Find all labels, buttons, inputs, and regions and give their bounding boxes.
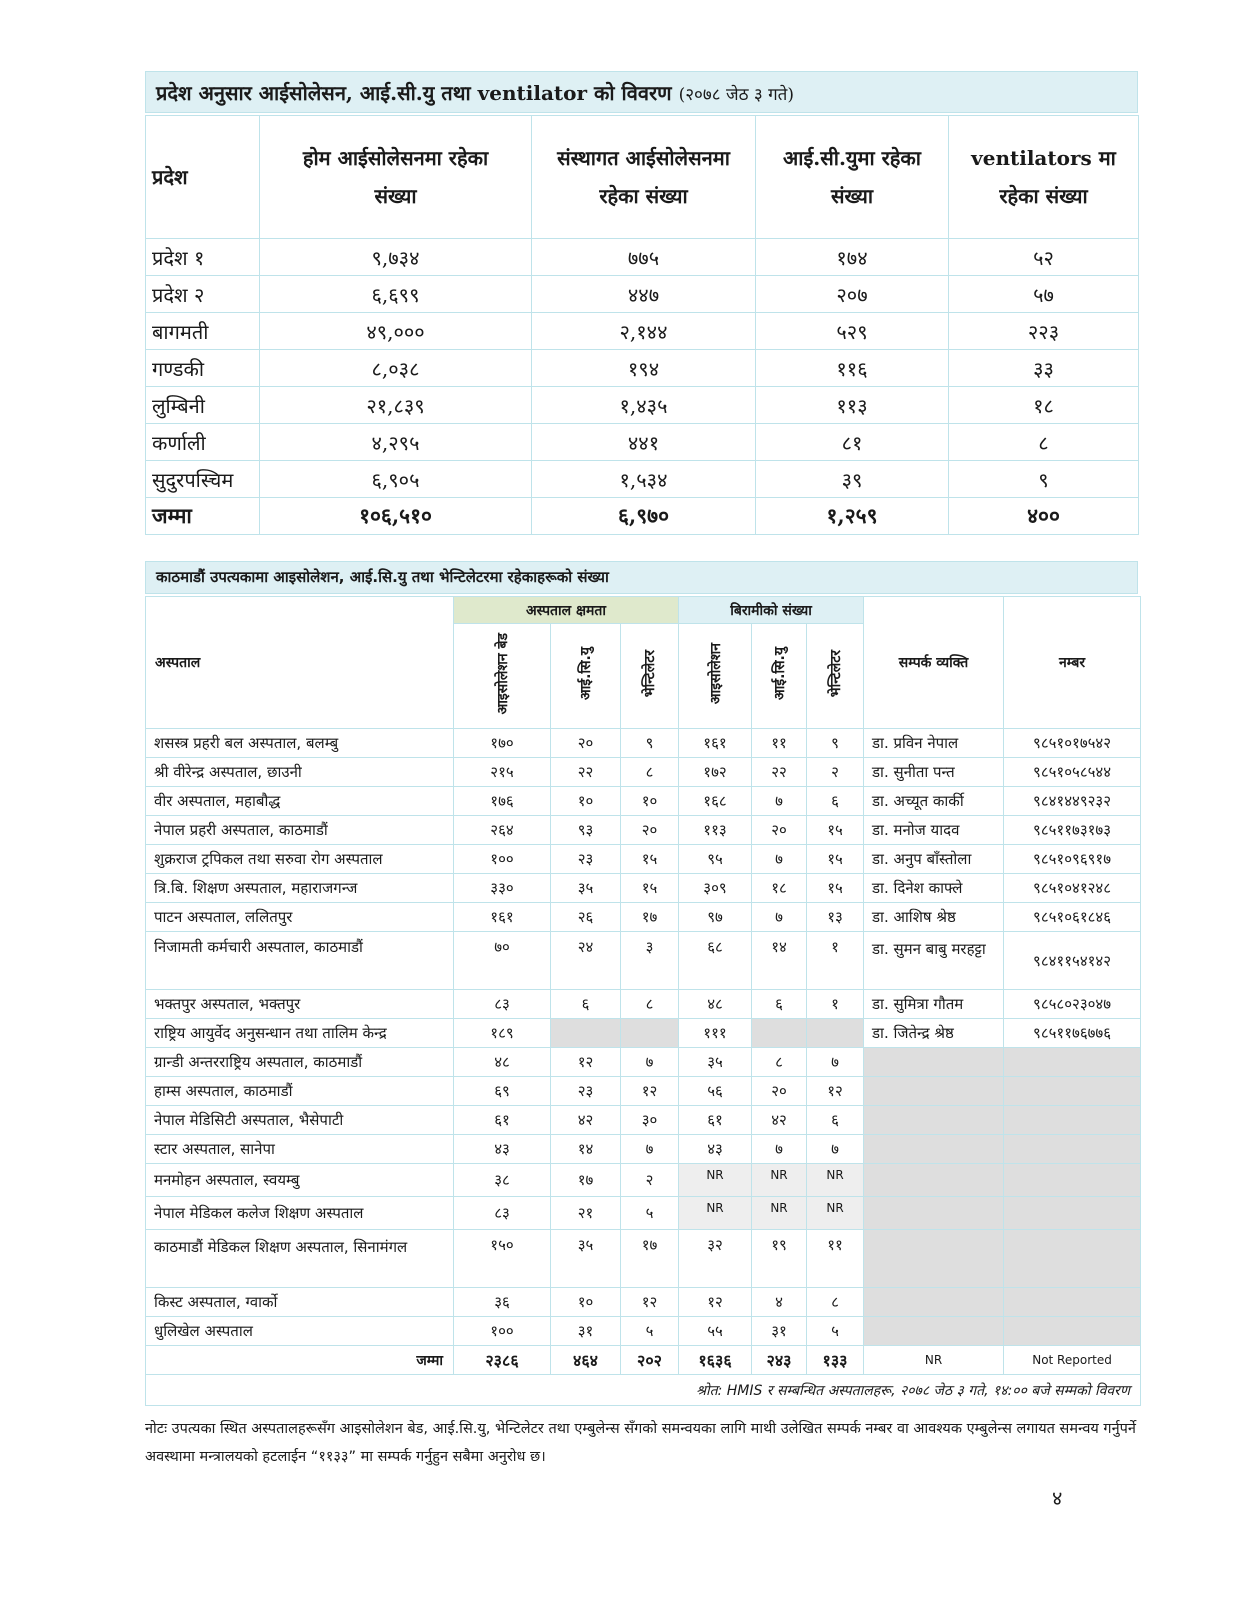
total-row bbox=[146, 498, 1139, 535]
cell: १७ bbox=[551, 1164, 621, 1197]
cell: ६१ bbox=[679, 1106, 752, 1135]
cell: ६१ bbox=[454, 1106, 551, 1135]
header-row-1 bbox=[146, 597, 1141, 624]
cell: नेपाल मेडिसिटी अस्पताल, भैसेपाटी bbox=[146, 1106, 454, 1135]
cell: ८ bbox=[949, 424, 1139, 461]
table-row bbox=[146, 424, 1139, 461]
table-row bbox=[146, 387, 1139, 424]
cell: २० bbox=[551, 729, 621, 758]
cell: १२ bbox=[621, 1077, 679, 1106]
cell: ८३ bbox=[454, 1197, 551, 1230]
cell: ९ bbox=[621, 729, 679, 758]
cell: २३ bbox=[551, 1077, 621, 1106]
cell bbox=[864, 1197, 1004, 1230]
table-row bbox=[146, 816, 1141, 845]
cell: ४८ bbox=[679, 990, 752, 1019]
cell: ६ bbox=[551, 990, 621, 1019]
cell: Not Reported bbox=[1004, 1346, 1141, 1375]
col-header-number: नम्बर bbox=[1004, 597, 1141, 729]
cell: ७० bbox=[454, 932, 551, 990]
cell: ३५ bbox=[551, 1230, 621, 1288]
cell: ९८५१०४१२४८ bbox=[1004, 874, 1141, 903]
col-header-province: प्रदेश bbox=[146, 116, 260, 239]
col-header-patients: बिरामीको संख्या bbox=[679, 597, 864, 624]
cell: २० bbox=[752, 816, 807, 845]
cell: ८ bbox=[807, 1288, 864, 1317]
cell: डा. दिनेश काफ्ले bbox=[864, 874, 1004, 903]
col-header-contact: सम्पर्क व्यक्ति bbox=[864, 597, 1004, 729]
col-header-home-isolation: होम आईसोलेसनमा रहेका संख्या bbox=[260, 116, 532, 239]
cell: डा. सुमित्रा गौतम bbox=[864, 990, 1004, 1019]
cell: १५ bbox=[621, 874, 679, 903]
cell: ७ bbox=[807, 1048, 864, 1077]
cell: १५ bbox=[621, 845, 679, 874]
cell: ४६४ bbox=[551, 1346, 621, 1375]
cell: हाम्स अस्पताल, काठमाडौं bbox=[146, 1077, 454, 1106]
cell: डा. प्रविन नेपाल bbox=[864, 729, 1004, 758]
cell: ४४७ bbox=[532, 276, 756, 313]
cell: डा. सुनीता पन्त bbox=[864, 758, 1004, 787]
cell: बागमती bbox=[146, 313, 260, 350]
cell: ८ bbox=[621, 990, 679, 1019]
cell: ४९,००० bbox=[260, 313, 532, 350]
cell: १८ bbox=[752, 874, 807, 903]
table-row bbox=[146, 874, 1141, 903]
cell: १३३ bbox=[807, 1346, 864, 1375]
cell: २४३ bbox=[752, 1346, 807, 1375]
cell: सुदुरपस्चिम bbox=[146, 461, 260, 498]
cell: ९८४१४४९२३२ bbox=[1004, 787, 1141, 816]
cell: ६ bbox=[807, 1106, 864, 1135]
cell: ४२ bbox=[752, 1106, 807, 1135]
cell: १० bbox=[621, 787, 679, 816]
cell: लुम्बिनी bbox=[146, 387, 260, 424]
cell: २ bbox=[621, 1164, 679, 1197]
cell: ३५ bbox=[551, 874, 621, 903]
table-row bbox=[146, 276, 1139, 313]
cell: ६,६९९ bbox=[260, 276, 532, 313]
cell bbox=[864, 1230, 1004, 1288]
cell: १६१ bbox=[679, 729, 752, 758]
table-row bbox=[146, 903, 1141, 932]
cell: २२३ bbox=[949, 313, 1139, 350]
cell: ११ bbox=[752, 729, 807, 758]
cell bbox=[621, 1019, 679, 1048]
cell bbox=[864, 1048, 1004, 1077]
province-data-table bbox=[145, 115, 1139, 535]
cell: २१,८३९ bbox=[260, 387, 532, 424]
table-row bbox=[146, 1197, 1141, 1230]
cell: ३ bbox=[621, 932, 679, 990]
cell: पाटन अस्पताल, ललितपुर bbox=[146, 903, 454, 932]
valley-data-table bbox=[145, 596, 1141, 1406]
cell: ८३ bbox=[454, 990, 551, 1019]
cell: २०७ bbox=[756, 276, 949, 313]
cell: NR bbox=[752, 1197, 807, 1230]
cell: ६ bbox=[807, 787, 864, 816]
cell: १०६,५१० bbox=[260, 498, 532, 535]
cell: मनमोहन अस्पताल, स्वयम्बु bbox=[146, 1164, 454, 1197]
cell: प्रदेश २ bbox=[146, 276, 260, 313]
cell: १,५३४ bbox=[532, 461, 756, 498]
cell: त्रि.बि. शिक्षण अस्पताल, महाराजगन्ज bbox=[146, 874, 454, 903]
footnote: नोटः उपत्यका स्थित अस्पतालहरूसँग आइसोलेशन बेड, आई.सि.यु, भेन्टिलेटर तथा एम्बुलेन्स सँगको समन्वयका लागि माथी उलेखित सम्पर्क नम्बर वा आवश्यक एम्बुलेन्स लगायत समन्वय गर्नुपर्ने अवस्थामा मन्त्रालयको हटलाईन “११३३” मा सम्पर्क गर्नुहुन सबैमा अनुरोध छ। bbox=[145, 1421, 1136, 1465]
table-row bbox=[146, 932, 1141, 990]
cell: ३३० bbox=[454, 874, 551, 903]
cell bbox=[1004, 1135, 1141, 1164]
cell: १७ bbox=[621, 903, 679, 932]
sub-header bbox=[752, 624, 807, 729]
cell: ४४१ bbox=[532, 424, 756, 461]
cell: जम्मा bbox=[146, 1346, 454, 1375]
table-row bbox=[146, 1317, 1141, 1346]
title-part-en: ventilator bbox=[477, 81, 588, 105]
cell: १६१ bbox=[454, 903, 551, 932]
cell: ५२ bbox=[949, 239, 1139, 276]
header-row bbox=[146, 116, 1139, 239]
cell bbox=[864, 1164, 1004, 1197]
col-header-institutional-isolation: संस्थागत आईसोलेसनमा रहेका संख्या bbox=[532, 116, 756, 239]
cell: ६,९०५ bbox=[260, 461, 532, 498]
table-row bbox=[146, 461, 1139, 498]
cell: शुक्रराज ट्रपिकल तथा सरुवा रोग अस्पताल bbox=[146, 845, 454, 874]
cell: १६३६ bbox=[679, 1346, 752, 1375]
cell: १५ bbox=[807, 874, 864, 903]
cell: १७२ bbox=[679, 758, 752, 787]
cell: डा. मनोज यादव bbox=[864, 816, 1004, 845]
cell: १ bbox=[807, 932, 864, 990]
cell: १० bbox=[551, 1288, 621, 1317]
sub-header bbox=[679, 624, 752, 729]
cell: NR bbox=[679, 1164, 752, 1197]
cell: १,२५९ bbox=[756, 498, 949, 535]
cell: १८ bbox=[949, 387, 1139, 424]
table-row bbox=[146, 1230, 1141, 1288]
cell: ९,७३४ bbox=[260, 239, 532, 276]
page-number: ४ bbox=[1052, 1486, 1063, 1510]
cell: ७ bbox=[621, 1135, 679, 1164]
cell: ११६ bbox=[756, 350, 949, 387]
cell: NR bbox=[807, 1164, 864, 1197]
cell bbox=[807, 1019, 864, 1048]
cell: ३१ bbox=[551, 1317, 621, 1346]
cell: २,१४४ bbox=[532, 313, 756, 350]
cell: डा. अनुप बाँस्तोला bbox=[864, 845, 1004, 874]
cell: डा. जितेन्द्र श्रेष्ठ bbox=[864, 1019, 1004, 1048]
cell: ११३ bbox=[679, 816, 752, 845]
cell: ३३ bbox=[949, 350, 1139, 387]
cell: ४,२९५ bbox=[260, 424, 532, 461]
cell: ९३ bbox=[551, 816, 621, 845]
cell: १,४३५ bbox=[532, 387, 756, 424]
cell: जम्मा bbox=[146, 498, 260, 535]
cell: ९७ bbox=[679, 903, 752, 932]
cell: २०२ bbox=[621, 1346, 679, 1375]
cell: भक्तपुर अस्पताल, भक्तपुर bbox=[146, 990, 454, 1019]
cell: राष्ट्रिय आयुर्वेद अनुसन्धान तथा तालिम केन्द्र bbox=[146, 1019, 454, 1048]
cell: ३० bbox=[621, 1106, 679, 1135]
cell: १०० bbox=[454, 1317, 551, 1346]
cell: ११३ bbox=[756, 387, 949, 424]
cell: ९८४११५४१४२ bbox=[1004, 932, 1141, 990]
cell: ५७ bbox=[949, 276, 1139, 313]
cell: १६८ bbox=[679, 787, 752, 816]
cell bbox=[1004, 1077, 1141, 1106]
table-row bbox=[146, 729, 1141, 758]
cell: किस्ट अस्पताल, ग्वार्को bbox=[146, 1288, 454, 1317]
cell: ३८ bbox=[454, 1164, 551, 1197]
cell: NR bbox=[864, 1346, 1004, 1375]
cell: ४३ bbox=[454, 1135, 551, 1164]
cell: ३९ bbox=[756, 461, 949, 498]
cell: ८ bbox=[621, 758, 679, 787]
cell: ६९ bbox=[454, 1077, 551, 1106]
cell: १ bbox=[807, 990, 864, 1019]
table-row bbox=[146, 350, 1139, 387]
cell: ३६ bbox=[454, 1288, 551, 1317]
table-row bbox=[146, 990, 1141, 1019]
cell: ९ bbox=[807, 729, 864, 758]
cell: NR bbox=[679, 1197, 752, 1230]
cell: काठमाडौं मेडिकल शिक्षण अस्पताल, सिनामंगल bbox=[146, 1230, 454, 1288]
cell: १७ bbox=[621, 1230, 679, 1288]
cell bbox=[1004, 1048, 1141, 1077]
cell: १२ bbox=[621, 1288, 679, 1317]
cell: वीर अस्पताल, महाबौद्ध bbox=[146, 787, 454, 816]
cell: १११ bbox=[679, 1019, 752, 1048]
valley-table-title: काठमाडौं उपत्यकामा आइसोलेशन, आई.सि.यु तथा भेन्टिलेटरमा रहेकाहरूको संख्या bbox=[145, 561, 1138, 594]
col-header-capacity: अस्पताल क्षमता bbox=[454, 597, 679, 624]
title-part: प्रदेश अनुसार आईसोलेसन, आई.सी.यु तथा bbox=[156, 81, 471, 105]
cell: ३०९ bbox=[679, 874, 752, 903]
cell: NR bbox=[807, 1197, 864, 1230]
cell bbox=[752, 1019, 807, 1048]
sub-header-label: आई.सि.यु bbox=[578, 647, 594, 701]
cell: ७ bbox=[752, 845, 807, 874]
cell: नेपाल प्रहरी अस्पताल, काठमाडौं bbox=[146, 816, 454, 845]
cell: नेपाल मेडिकल कलेज शिक्षण अस्पताल bbox=[146, 1197, 454, 1230]
col-header-ventilators: ventilators मा रहेका संख्या bbox=[949, 116, 1139, 239]
cell: २४ bbox=[551, 932, 621, 990]
cell: ७ bbox=[752, 787, 807, 816]
sub-header bbox=[454, 624, 551, 729]
cell: ९८५१०५८५४४ bbox=[1004, 758, 1141, 787]
cell: ५ bbox=[621, 1317, 679, 1346]
cell: १२ bbox=[551, 1048, 621, 1077]
cell: १५० bbox=[454, 1230, 551, 1288]
cell: ९५ bbox=[679, 845, 752, 874]
cell bbox=[864, 1135, 1004, 1164]
sub-header-label: आई.सि.यु bbox=[771, 647, 788, 701]
sub-header-label: आइसोलेशन बेड bbox=[494, 633, 511, 715]
cell bbox=[864, 1288, 1004, 1317]
source-text: श्रोत: HMIS र सम्बन्धित अस्पतालहरू, २०७८ जेठ ३ गते, १४:०० बजे सम्मको विवरण bbox=[146, 1375, 1141, 1406]
table-row bbox=[146, 1019, 1141, 1048]
cell: ८ bbox=[752, 1048, 807, 1077]
table-row bbox=[146, 1048, 1141, 1077]
cell: डा. आशिष श्रेष्ठ bbox=[864, 903, 1004, 932]
cell: १७० bbox=[454, 729, 551, 758]
cell: प्रदेश १ bbox=[146, 239, 260, 276]
sub-header-label: भेन्टिलेटर bbox=[827, 650, 844, 698]
cell bbox=[1004, 1230, 1141, 1288]
cell: ८,०३८ bbox=[260, 350, 532, 387]
cell: १९४ bbox=[532, 350, 756, 387]
cell: १८९ bbox=[454, 1019, 551, 1048]
table-row bbox=[146, 1106, 1141, 1135]
table-row bbox=[146, 845, 1141, 874]
cell: १२ bbox=[679, 1288, 752, 1317]
cell: ९८५१०९६९१७ bbox=[1004, 845, 1141, 874]
cell: १२ bbox=[807, 1077, 864, 1106]
cell: ३५ bbox=[679, 1048, 752, 1077]
cell: ६ bbox=[752, 990, 807, 1019]
cell: ७ bbox=[621, 1048, 679, 1077]
cell: ३१ bbox=[752, 1317, 807, 1346]
sub-header bbox=[621, 624, 679, 729]
cell: ८१ bbox=[756, 424, 949, 461]
cell: ४३ bbox=[679, 1135, 752, 1164]
title-date: (२०७८ जेठ ३ गते) bbox=[678, 85, 794, 105]
cell: श्री वीरेन्द्र अस्पताल, छाउनी bbox=[146, 758, 454, 787]
cell: निजामती कर्मचारी अस्पताल, काठमाडौं bbox=[146, 932, 454, 990]
cell: ९८५११७६७७६ bbox=[1004, 1019, 1141, 1048]
cell: २६४ bbox=[454, 816, 551, 845]
sub-header-label: आइसोलेशन bbox=[707, 643, 724, 705]
cell: धुलिखेल अस्पताल bbox=[146, 1317, 454, 1346]
cell: २३८६ bbox=[454, 1346, 551, 1375]
table-row bbox=[146, 787, 1141, 816]
cell bbox=[1004, 1197, 1141, 1230]
table-row bbox=[146, 1077, 1141, 1106]
cell bbox=[1004, 1164, 1141, 1197]
col-header-icu: आई.सी.युमा रहेका संख्या bbox=[756, 116, 949, 239]
total-row bbox=[146, 1346, 1141, 1375]
cell: २ bbox=[807, 758, 864, 787]
table-row bbox=[146, 758, 1141, 787]
cell: ग्रान्डी अन्तरराष्ट्रिय अस्पताल, काठमाडौं bbox=[146, 1048, 454, 1077]
cell: कर्णाली bbox=[146, 424, 260, 461]
cell bbox=[864, 1106, 1004, 1135]
cell: १७६ bbox=[454, 787, 551, 816]
cell: १४ bbox=[752, 932, 807, 990]
sub-header-label: भेन्टिलेटर bbox=[642, 650, 658, 698]
cell: २० bbox=[621, 816, 679, 845]
cell: १७४ bbox=[756, 239, 949, 276]
cell: ४०० bbox=[949, 498, 1139, 535]
cell: १० bbox=[551, 787, 621, 816]
table-row bbox=[146, 313, 1139, 350]
cell bbox=[551, 1019, 621, 1048]
cell: २० bbox=[752, 1077, 807, 1106]
cell: ४८ bbox=[454, 1048, 551, 1077]
cell: ६८ bbox=[679, 932, 752, 990]
table-row bbox=[146, 1135, 1141, 1164]
title-part: को विवरण bbox=[594, 81, 672, 105]
sub-header bbox=[807, 624, 864, 729]
cell: ५६ bbox=[679, 1077, 752, 1106]
cell: NR bbox=[752, 1164, 807, 1197]
cell: १४ bbox=[551, 1135, 621, 1164]
cell: २२ bbox=[752, 758, 807, 787]
cell bbox=[864, 1077, 1004, 1106]
cell bbox=[1004, 1317, 1141, 1346]
table-row bbox=[146, 1164, 1141, 1197]
cell: ५५ bbox=[679, 1317, 752, 1346]
cell: ९८५८०२३०४७ bbox=[1004, 990, 1141, 1019]
cell: २२ bbox=[551, 758, 621, 787]
province-table-title bbox=[145, 71, 1138, 113]
source-row bbox=[146, 1375, 1141, 1406]
cell: ७७५ bbox=[532, 239, 756, 276]
cell: ४ bbox=[752, 1288, 807, 1317]
cell: ९८५११७३१७३ bbox=[1004, 816, 1141, 845]
cell: शसस्त्र प्रहरी बल अस्पताल, बलम्बु bbox=[146, 729, 454, 758]
cell: गण्डकी bbox=[146, 350, 260, 387]
cell: ९८५१०६१८४६ bbox=[1004, 903, 1141, 932]
sub-header bbox=[551, 624, 621, 729]
cell: २१५ bbox=[454, 758, 551, 787]
cell: ९८५१०१७५४२ bbox=[1004, 729, 1141, 758]
cell: २६ bbox=[551, 903, 621, 932]
cell: ५ bbox=[621, 1197, 679, 1230]
cell: ६,९७० bbox=[532, 498, 756, 535]
table-row bbox=[146, 239, 1139, 276]
cell: १०० bbox=[454, 845, 551, 874]
cell: डा. सुमन बाबु मरहट्टा bbox=[864, 932, 1004, 990]
cell: १५ bbox=[807, 816, 864, 845]
cell: ५२९ bbox=[756, 313, 949, 350]
cell bbox=[864, 1317, 1004, 1346]
table-row bbox=[146, 1288, 1141, 1317]
col-header-hospital: अस्पताल bbox=[146, 597, 454, 729]
cell: २३ bbox=[551, 845, 621, 874]
cell: २१ bbox=[551, 1197, 621, 1230]
cell: डा. अच्यूत कार्की bbox=[864, 787, 1004, 816]
cell: ३२ bbox=[679, 1230, 752, 1288]
cell: ५ bbox=[807, 1317, 864, 1346]
cell bbox=[1004, 1106, 1141, 1135]
cell: १३ bbox=[807, 903, 864, 932]
cell: ७ bbox=[752, 903, 807, 932]
cell: ९ bbox=[949, 461, 1139, 498]
cell: ७ bbox=[807, 1135, 864, 1164]
cell: ७ bbox=[752, 1135, 807, 1164]
cell: १९ bbox=[752, 1230, 807, 1288]
cell: स्टार अस्पताल, सानेपा bbox=[146, 1135, 454, 1164]
cell: ४२ bbox=[551, 1106, 621, 1135]
cell: ११ bbox=[807, 1230, 864, 1288]
cell: १५ bbox=[807, 845, 864, 874]
cell bbox=[1004, 1288, 1141, 1317]
